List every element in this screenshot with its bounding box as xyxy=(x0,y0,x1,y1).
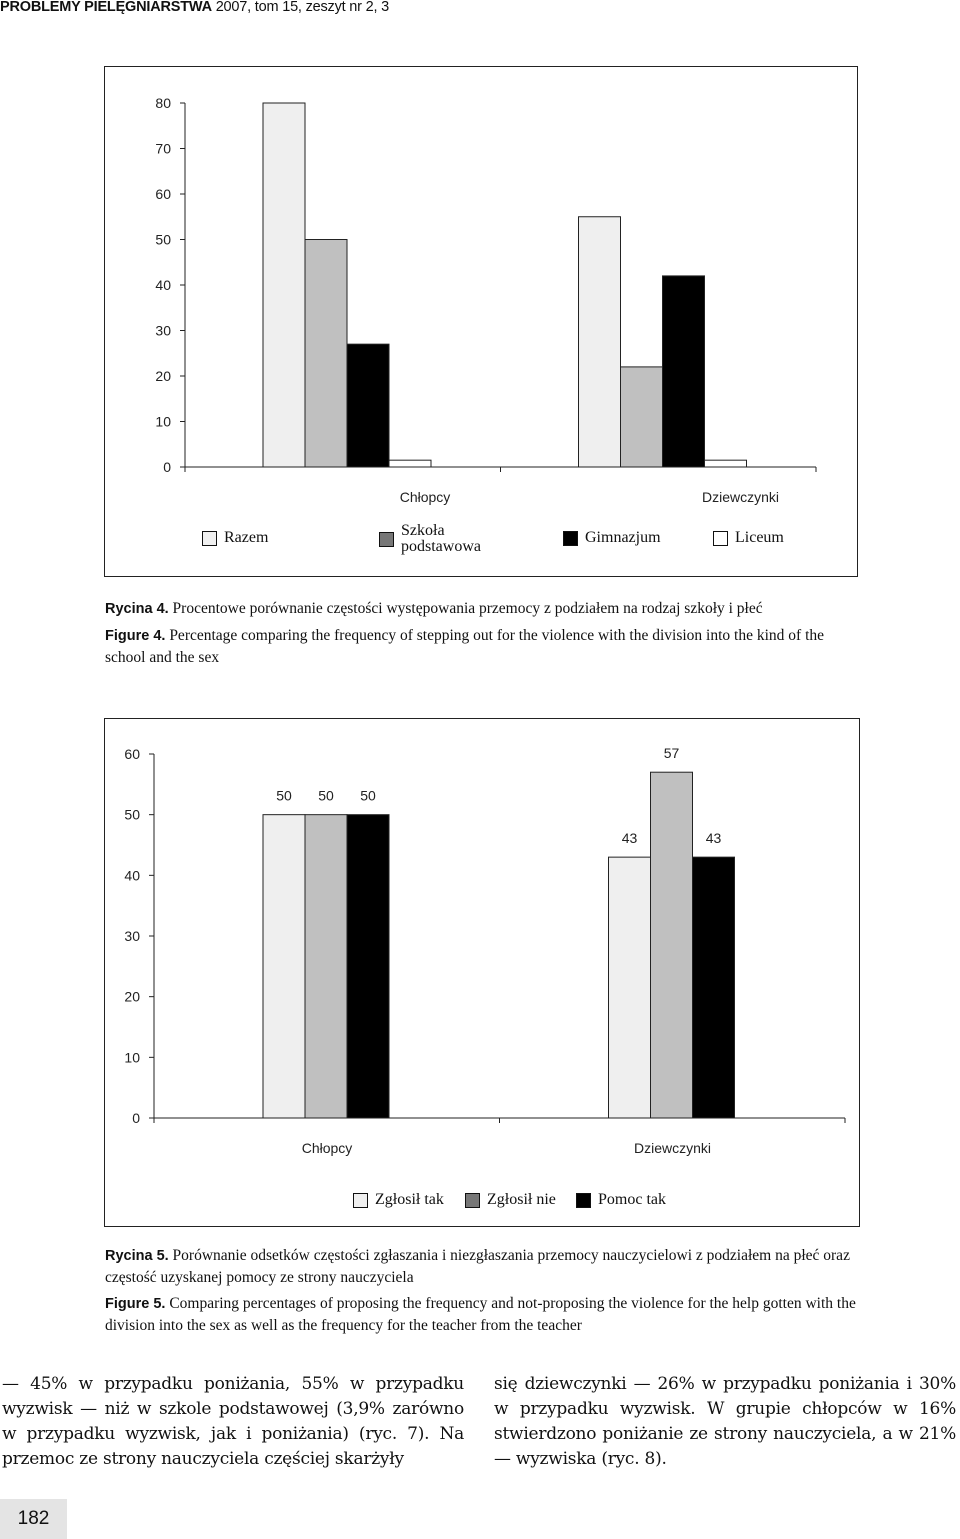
legend-swatch xyxy=(379,532,394,547)
x-tick-label: Dziewczynki xyxy=(633,1140,712,1156)
legend-item-razem xyxy=(202,529,268,547)
legend-label: Zgłosił tak xyxy=(375,1191,444,1208)
figure-4-caption xyxy=(105,598,865,669)
legend-swatch xyxy=(353,1193,368,1208)
y-tick-label: 40 xyxy=(155,277,171,293)
data-label: 50 xyxy=(276,787,292,804)
y-tick-label: 80 xyxy=(155,95,171,111)
journal-name: PROBLEMY PIELĘGNIARSTWA xyxy=(0,0,212,15)
legend-label: Razem xyxy=(224,529,269,546)
legend-label: Zgłosił nie xyxy=(487,1191,556,1208)
bar xyxy=(579,217,621,467)
bar xyxy=(621,367,663,467)
bar xyxy=(305,815,347,1118)
figure-5-caption-en xyxy=(105,1293,865,1337)
caption-text: Comparing percentages of proposing the frequency and not-proposing the violence for the help gotten with the division into the sex as well as the frequency for the teacher from the teacher xyxy=(105,1295,856,1334)
bar xyxy=(347,344,389,467)
legend-label: Szkoła podstawowa xyxy=(401,522,481,555)
figure-5-svg xyxy=(105,719,861,1228)
y-tick-label: 30 xyxy=(124,928,140,944)
running-header xyxy=(0,0,400,14)
y-tick-label: 50 xyxy=(155,231,171,248)
y-tick-label: 0 xyxy=(163,459,171,475)
y-tick-label: 60 xyxy=(155,186,171,202)
legend-label: Gimnazjum xyxy=(585,529,661,546)
y-tick-label: 0 xyxy=(132,1110,140,1126)
x-tick-label: Dziewczynki xyxy=(701,489,780,505)
caption-text: Porównanie odsetków częstości zgłaszania i niezgłaszania przemocy nauczycielowi z podziałem na płeć oraz częstość uzyskanej pomocy ze strony nauczyciela xyxy=(105,1247,850,1286)
legend-swatch xyxy=(202,531,217,546)
bar xyxy=(263,103,305,467)
figure-5-caption xyxy=(105,1245,865,1337)
bar xyxy=(663,276,705,467)
bar xyxy=(389,460,431,467)
legend-label: Pomoc tak xyxy=(598,1191,666,1208)
legend-item-szkola-podstawowa xyxy=(379,523,481,555)
caption-text: Percentage comparing the frequency of stepping out for the violence with the division into the kind of the school and the sex xyxy=(105,627,825,666)
figure-5-chart xyxy=(104,718,860,1227)
legend-swatch xyxy=(713,531,728,546)
data-label: 43 xyxy=(705,830,722,847)
x-tick-label: Chłopcy xyxy=(399,489,451,505)
legend-label: Liceum xyxy=(735,529,784,546)
figure-4-svg xyxy=(105,67,859,578)
x-tick-label: Chłopcy xyxy=(301,1140,353,1156)
legend-item-zglosil-tak xyxy=(353,1191,444,1209)
figure-4-caption-pl xyxy=(105,598,865,620)
issue-info: 2007, tom 15, zeszyt nr 2, 3 xyxy=(211,0,390,15)
y-tick-label: 20 xyxy=(155,368,171,384)
legend-swatch xyxy=(563,531,578,546)
bar xyxy=(305,240,347,468)
body-column-left: — 45% w przypadku poniżania, 55% w przypadku wyzwisk — niż w szkole podstawowej (3,9% zarówno w przypadku wyzwisk, jak i poniżania) (ryc. 7). Na przemoc ze strony nauczyciela częściej skarżyły xyxy=(2,1374,464,1469)
legend-swatch xyxy=(465,1193,480,1208)
caption-label: Rycina 5. xyxy=(105,1248,169,1264)
data-label: 50 xyxy=(318,787,334,804)
bar xyxy=(263,815,305,1118)
y-tick-label: 10 xyxy=(155,413,171,430)
caption-label: Rycina 4. xyxy=(105,601,169,617)
y-tick-label: 10 xyxy=(124,1049,140,1066)
body-column-right: się dziewczynki — 26% w przypadku poniżania i 30% w przypadku wyzwisk. W grupie chłopców w 16% stwierdzono poniżanie ze strony nauczyciela, a w 21% — wyzwiska (ryc. 8). xyxy=(494,1374,956,1469)
figure-4-caption-en xyxy=(105,625,865,669)
page-number: 182 xyxy=(0,1499,67,1539)
figure-5-caption-pl xyxy=(105,1245,865,1289)
figure-4-chart xyxy=(104,66,858,577)
data-label: 57 xyxy=(663,745,680,762)
caption-label: Figure 4. xyxy=(105,628,166,644)
y-tick-label: 50 xyxy=(124,806,140,823)
caption-text: Procentowe porównanie częstości występowania przemocy z podziałem na rodzaj szkoły i płeć xyxy=(168,600,763,617)
legend-swatch xyxy=(576,1193,591,1208)
legend-item-pomoc-tak xyxy=(576,1191,666,1209)
bar xyxy=(609,857,651,1118)
data-label: 43 xyxy=(621,830,638,847)
bar xyxy=(347,815,389,1118)
legend-item-zglosil-nie xyxy=(465,1191,556,1209)
y-tick-label: 60 xyxy=(124,746,140,762)
y-tick-label: 70 xyxy=(155,140,171,157)
data-label: 50 xyxy=(360,787,376,804)
y-tick-label: 20 xyxy=(124,988,140,1005)
legend-item-liceum xyxy=(713,529,784,547)
y-tick-label: 30 xyxy=(155,322,171,339)
legend-item-gimnazjum xyxy=(563,529,661,547)
bar xyxy=(705,460,747,467)
y-tick-label: 40 xyxy=(124,867,140,884)
bar xyxy=(693,857,735,1118)
caption-label: Figure 5. xyxy=(105,1296,166,1312)
bar xyxy=(651,772,693,1118)
